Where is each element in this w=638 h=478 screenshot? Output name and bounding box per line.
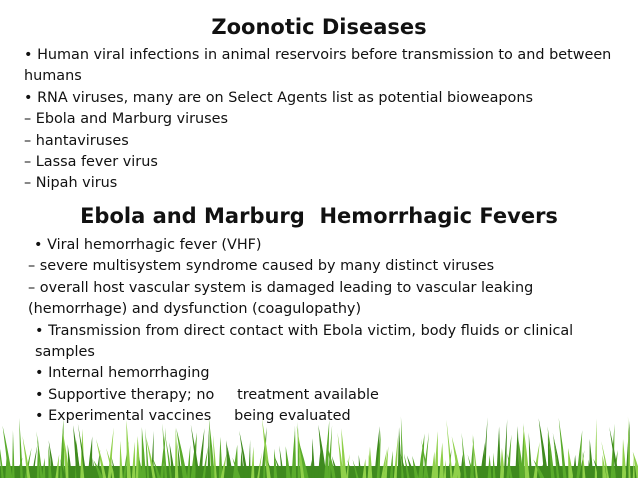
slide-title-zoonotic-diseases: Zoonotic Diseases (211, 15, 427, 39)
bullet-line: • RNA viruses, many are on Select Agents list as potential bioweapons (24, 89, 533, 106)
sub-bullet-line: – Ebola and Marburg viruses (24, 111, 229, 128)
zoonotic-bullet-list (24, 45, 624, 195)
bullet-line: • Internal hemorrhaging (35, 365, 210, 382)
bullet-line: • Human viral infections in animal reservoirs before transmission to and between humans (24, 47, 612, 85)
bullet-line: • Experimental vaccines being evaluated (35, 408, 351, 425)
sub-bullet-line: – overall host vascular system is damaged leading to vascular leaking (hemorrhage) and dysfunction (coagulopathy) (28, 279, 534, 318)
bullet-line: • Viral hemorrhagic fever (VHF) (34, 237, 262, 253)
grass-decoration (0, 414, 638, 478)
title-text: Ebola and Marburg Hemorrhagic Fevers (80, 204, 558, 228)
sub-bullet-line: – Nipah virus (24, 175, 118, 192)
bullet-line: • Supportive therapy; no treatment available (35, 386, 379, 403)
bullet-line: • Transmission from direct contact with Ebola victim, body fluids or clinical samples (35, 322, 574, 361)
slide-title-ebola-marburg (0, 203, 638, 229)
sub-bullet-line: – Lassa fever virus (24, 154, 158, 171)
ebola-bullet-list (28, 235, 612, 428)
sub-bullet-line: – severe multisystem syndrome caused by many distinct viruses (28, 258, 495, 275)
sub-bullet-line: – hantaviruses (24, 132, 129, 149)
